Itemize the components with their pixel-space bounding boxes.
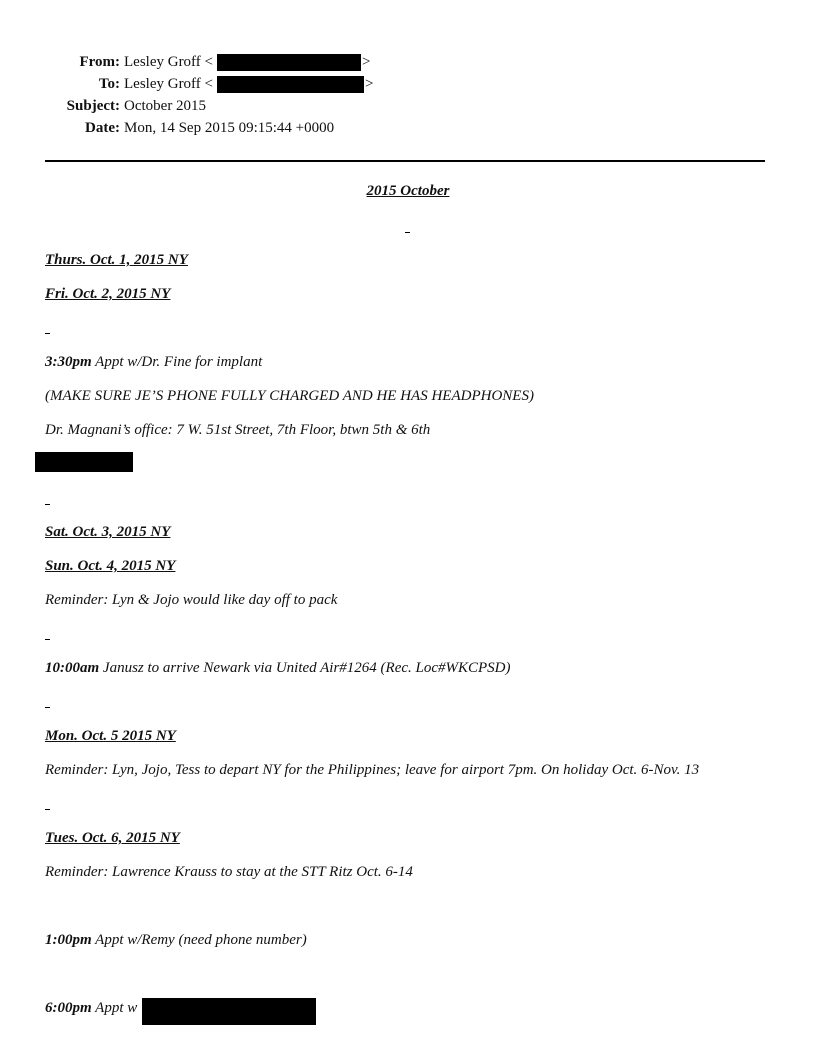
blank-line-mark [45, 333, 50, 334]
blank-line-mark [45, 707, 50, 708]
blank-line-mark [45, 504, 50, 505]
reminder-krauss: Reminder: Lawrence Krauss to stay at the STT Ritz Oct. 6-14 [45, 864, 413, 880]
reminder-lyn-jojo: Reminder: Lyn & Jojo would like day off to pack [45, 592, 338, 608]
appointment-time: 10:00am [45, 660, 100, 676]
date-value: Mon, 14 Sep 2015 09:15:44 +0000 [124, 120, 335, 136]
redaction-block [35, 452, 133, 472]
day-heading-oct-1: Thurs. Oct. 1, 2015 NY [45, 252, 188, 268]
appointment-janusz [45, 658, 511, 678]
blank-line-mark [45, 639, 50, 640]
note-phone-charged: (MAKE SURE JE’S PHONE FULLY CHARGED AND HE HAS HEADPHONES) [45, 388, 534, 404]
reminder-philippines: Reminder: Lyn, Jojo, Tess to depart NY for the Philippines; leave for airport 7pm. On holiday Oct. 6-Nov. 13 [45, 762, 700, 778]
from-label: From: [79, 54, 120, 70]
redaction-appointment-name [142, 998, 316, 1025]
date-label: Date: [85, 120, 120, 136]
appointment-time: 3:30pm [45, 354, 92, 370]
day-heading-oct-2: Fri. Oct. 2, 2015 NY [45, 286, 171, 302]
redaction-to-email [217, 76, 364, 93]
subject-label: Subject: [66, 98, 120, 114]
appointment-time: 6:00pm [45, 1000, 92, 1016]
appointment-time: 1:00pm [45, 932, 92, 948]
blank-line-mark [45, 809, 50, 810]
calendar-title: 2015 October [366, 183, 450, 199]
from-tail: > [362, 54, 371, 70]
blank-line-mark [405, 232, 410, 233]
appointment-text: Appt w/Dr. Fine for implant [91, 354, 263, 370]
to-value: Lesley Groff < [124, 76, 213, 92]
day-heading-oct-4: Sun. Oct. 4, 2015 NY [45, 558, 176, 574]
appointment-text: Janusz to arrive Newark via United Air#1264 (Rec. Loc#WKCPSD) [99, 660, 511, 676]
appointment-6pm [45, 998, 137, 1018]
to-tail: > [365, 76, 374, 92]
day-heading-oct-5: Mon. Oct. 5 2015 NY [45, 728, 176, 744]
day-heading-oct-6: Tues. Oct. 6, 2015 NY [45, 830, 180, 846]
appointment-remy [45, 930, 307, 950]
appointment-text: Appt w/Remy (need phone number) [91, 932, 307, 948]
day-heading-oct-3: Sat. Oct. 3, 2015 NY [45, 524, 171, 540]
note-magnani-office: Dr. Magnani’s office: 7 W. 51st Street, 7th Floor, btwn 5th & 6th [45, 422, 431, 438]
appointment-text: Appt w [91, 1000, 138, 1016]
header-divider [45, 160, 765, 162]
subject-value: October 2015 [124, 98, 207, 114]
to-label: To: [98, 76, 120, 92]
from-value: Lesley Groff < [124, 54, 213, 70]
redaction-from-email [217, 54, 361, 71]
appointment-dr-fine [45, 352, 262, 372]
